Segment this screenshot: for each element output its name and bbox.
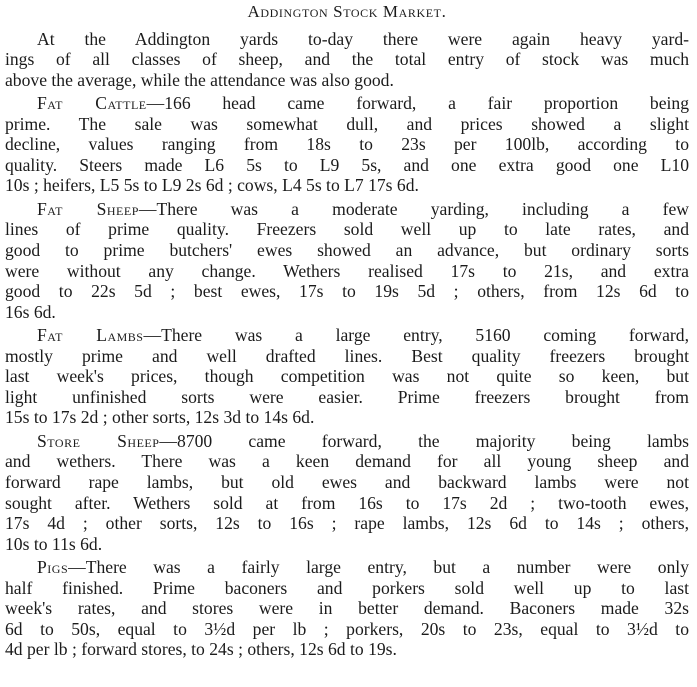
text-line: —8700 came forward, the majority being lambs — [159, 430, 689, 451]
text-line: decline, values ranging from 18s to 23s per 100lb, according to — [5, 134, 689, 155]
text-line: 6d to 50s, equal to 3½d per lb ; porkers, 20s to 23s, equal to 3½d to — [5, 618, 689, 639]
text-line: 16s 6d. — [5, 301, 56, 322]
section-heading-fat-sheep: Fat Sheep — [37, 198, 139, 219]
text-line: good to prime butchers' ewes showed an advance, but ordinary sorts — [5, 240, 689, 261]
text-line: half finished. Prime baconers and porkers sold well up to last — [5, 577, 689, 598]
section-heading-pigs: Pigs — [37, 557, 69, 578]
text-line: At the Addington yards to-day there were again heavy yard- — [37, 28, 689, 49]
text-line: 4d per lb ; forward stores, to 24s ; others, 12s 6d to 19s. — [5, 639, 397, 660]
paragraph-first-line — [5, 199, 689, 220]
text-line: lines of prime quality. Freezers sold well up to late rates, and — [5, 219, 689, 240]
text-line: above the average, while the attendance was also good. — [5, 69, 394, 90]
paragraph-first-line — [5, 431, 689, 452]
paragraph-first-line — [5, 557, 689, 578]
text-line: week's rates, and stores were in better demand. Baconers made 32s — [5, 598, 689, 619]
paragraph-fat-lambs — [5, 325, 689, 428]
text-line: 10s ; heifers, L5 5s to L9 2s 6d ; cows, L4 5s to L7 17s 6d. — [5, 175, 419, 196]
text-line: —There was a moderate yarding, including a few — [138, 198, 689, 219]
paragraph-fat-sheep — [5, 199, 689, 322]
article-title: Addington Stock Market. — [247, 2, 447, 21]
paragraph-fat-cattle — [5, 93, 689, 196]
text-line: good to 22s 5d ; best ewes, 17s to 19s 5d ; others, from 12s 6d to — [5, 281, 689, 302]
text-line: quality. Steers made L6 5s to L9 5s, and one extra good one L10 — [5, 154, 689, 175]
paragraph-first-line — [5, 325, 689, 346]
text-line: —There was a large entry, 5160 coming forward, — [143, 325, 689, 346]
text-line: last week's prices, though competition was not quite so keen, but — [5, 366, 689, 387]
text-line: —166 head came forward, a fair proportion being — [146, 93, 689, 114]
text-line: 15s to 17s 2d ; other sorts, 12s 3d to 14s 6d. — [5, 407, 315, 428]
section-heading-store-sheep: Store Sheep — [37, 430, 160, 451]
paragraph-store-sheep — [5, 431, 689, 554]
text-line: and wethers. There was a keen demand for all young sheep and — [5, 451, 689, 472]
paragraph-intro — [5, 29, 689, 91]
section-heading-fat-lambs: Fat Lambs — [37, 325, 144, 346]
text-line: mostly prime and well drafted lines. Best quality freezers brought — [5, 345, 689, 366]
paragraph-pigs — [5, 557, 689, 660]
text-line: 17s 4d ; other sorts, 12s to 16s ; rape lambs, 12s 6d to 14s ; others, — [5, 513, 689, 534]
text-line: sought after. Wethers sold at from 16s to 17s 2d ; two-tooth ewes, — [5, 492, 689, 513]
text-line: forward rape lambs, but old ewes and backward lambs were not — [5, 472, 689, 493]
text-line: ings of all classes of sheep, and the total entry of stock was much — [5, 49, 689, 70]
section-heading-fat-cattle: Fat Cattle — [37, 93, 147, 114]
text-line: 10s to 11s 6d. — [5, 533, 103, 554]
text-line: were without any change. Wethers realised 17s to 21s, and extra — [5, 260, 689, 281]
article — [5, 2, 689, 663]
text-line: prime. The sale was somewhat dull, and prices showed a slight — [5, 113, 689, 134]
paragraph-first-line — [5, 93, 689, 114]
text-line: —There was a fairly large entry, but a number were only — [68, 557, 689, 578]
text-line: light unfinished sorts were easier. Prime freezers brought from — [5, 386, 689, 407]
